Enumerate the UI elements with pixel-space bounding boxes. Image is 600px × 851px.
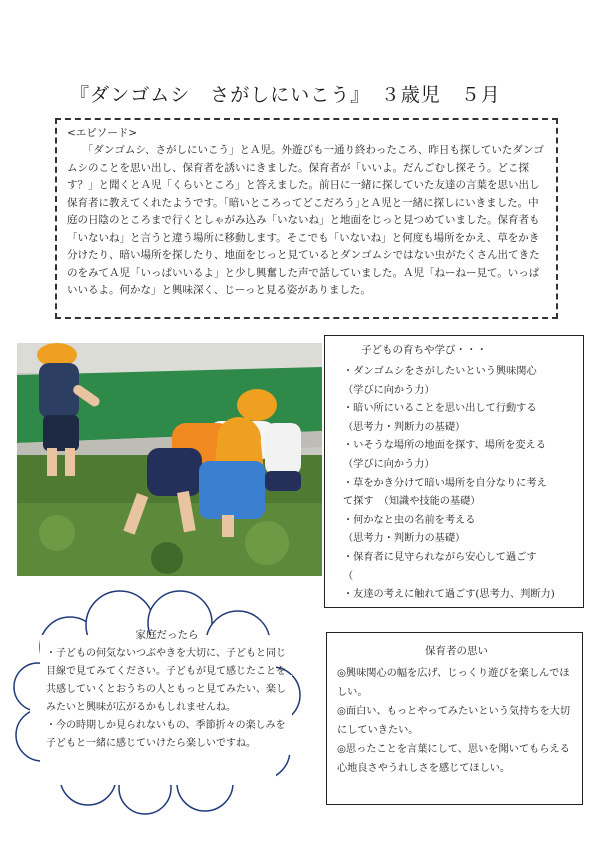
episode-text: 「ダンゴムシ、さがしにいこう」とＡ児。外遊びも一通り終わったころ、昨日も探していたダンゴムシのことを思い出し、保育者を誘いにきました。保育者が「いいよ。だんごむし探そう。どこ探す？」と聞くとＡ児「くらいところ」と答えました。前日に一緒に探していた友達の言葉を思い出し保育者に教えてくれたようです。｢暗いところってどこだろう｣とＡ児と一緒に探しにいきました。中庭の日陰のところまで行くとしゃがみ込み「いないね」と地面をじっと見つめていました。保育者も「いないね」と言うと違う場所に移動します。そこでも「いないね」と何度も場所をかえ、草をかき分けたり、暗い場所を探したり、地面をじっと見ているとダンゴムシではない虫がたくさん出てきたのをみてＡ児「いっぱいいるよ」と少し興奮した声で話していました。Ａ児「ねーねー見て。いっぱいいるよ。何かな」と興味深く、じーっと見る姿がありました。: [67, 144, 545, 296]
teacher-point-3: ◎思ったことを言葉にして、思いを聞いてもらえる心地良さやうれしさを感じてほしい。: [337, 744, 570, 774]
growth-item: て探す （知識や技能の基礎）: [343, 496, 481, 508]
teacher-thoughts-box: [326, 632, 583, 805]
growth-item: （思考力・判断力の基礎）: [343, 421, 466, 433]
growth-item: ・友達の考えに触れて過ごす(思考力、判断力): [343, 589, 555, 601]
episode-tag: <エピソード>: [67, 127, 138, 139]
teacher-point-1: ◎興味関心の幅を広げ、じっくり遊びを楽しんでほしい。: [337, 668, 570, 698]
home-heading: 家庭だったら: [135, 629, 199, 641]
growth-item: （: [343, 570, 354, 582]
growth-heading: 子どもの育ちや学び・・・: [361, 344, 487, 356]
growth-item: ・保育者に見守られながら安心して過ごす: [343, 551, 537, 563]
growth-item: （学びに向かう力）: [343, 384, 435, 396]
home-paragraph-1: ・子どもの何気ないつぶやきを大切に、子どもと同じ目線で見てみてください。子どもが見て感じたことを共感していくとおうちの人ともっと見てみたい、楽しみたいと興味が広がるかもしれませんね。: [46, 648, 286, 713]
page-title: 『ダンゴムシ さがしにいこう』 ３歳児 ５月: [70, 84, 501, 106]
growth-item: ・ダンゴムシをさがしたいという興味関心: [343, 366, 537, 377]
children-photo: [17, 343, 322, 576]
home-paragraph-2: ・今の時期しか見られないもの、季節折々の楽しみを子どもと一緒に感じていけたら楽しいですね。: [46, 720, 286, 749]
growth-item: （学びに向かう力）: [343, 458, 435, 470]
growth-learning-box: [324, 335, 584, 608]
growth-list: [343, 363, 575, 605]
home-cloud: [10, 585, 302, 815]
growth-item: ・草をかき分けて暗い場所を自分なりに考え: [343, 477, 547, 489]
growth-item: ・いそうな場所の地面を探す、場所を変える: [343, 440, 546, 452]
episode-box: [55, 118, 558, 319]
growth-item: （思考力・判断力の基礎）: [343, 533, 466, 545]
teacher-point-2: ◎面白い、もっとやってみたいという気持ちを大切にしていきたい。: [337, 706, 571, 736]
teacher-heading: 保育者の思い: [425, 645, 488, 657]
growth-item: ・暗い所にいることを思い出して行動する: [343, 403, 537, 415]
growth-item: ・何かなと虫の名前を考える: [343, 514, 476, 526]
